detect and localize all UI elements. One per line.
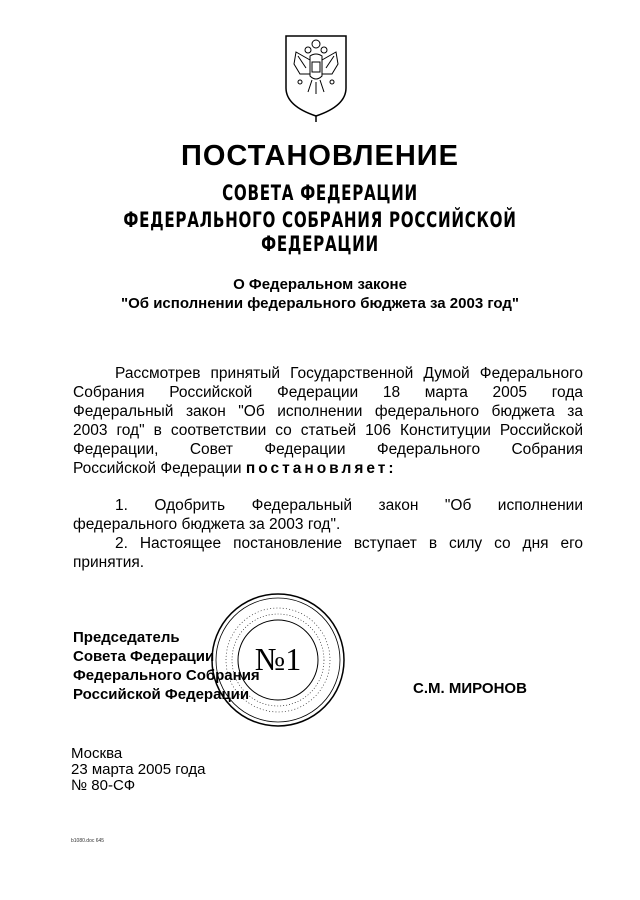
body-paragraph-3 xyxy=(73,534,583,572)
body-line-last xyxy=(73,459,583,478)
signatory-line: Российской Федерации xyxy=(73,686,250,703)
date: 23 марта 2005 года xyxy=(71,761,206,778)
body-line: 1. Одобрить Федеральный закон "Об исполнении xyxy=(115,497,583,514)
body-line: 2. Настоящее постановление вступает в силу со дня его xyxy=(115,535,583,552)
body-line: Федерации, Совет Федерации Федерального Собрания xyxy=(73,441,583,458)
subject-line-1: О Федеральном законе xyxy=(233,276,407,293)
body-line: 2003 год" в соответствии со статьей 106 Конституции Российской xyxy=(73,422,583,439)
resolution-word: постановляет: xyxy=(245,460,397,477)
body-line: Рассмотрев принятый Государственной Думой Федерального xyxy=(115,365,583,382)
body-line: принятия. xyxy=(73,554,145,571)
signatory-line: Председатель xyxy=(73,629,180,646)
signatory-line: Федерального Собрания xyxy=(73,667,260,684)
signatory-position xyxy=(73,628,260,704)
city: Москва xyxy=(71,745,123,762)
place-date-block xyxy=(71,746,206,794)
issuer-line-2: ФЕДЕРАЛЬНОГО СОБРАНИЯ РОССИЙСКОЙ ФЕДЕРАЦИИ xyxy=(123,208,517,256)
document-number: № 80-СФ xyxy=(71,777,136,794)
document-title: ПОСТАНОВЛЕНИЕ xyxy=(181,140,459,172)
seal-number: №1 xyxy=(254,641,302,677)
body-line: федерального бюджета за 2003 год". xyxy=(73,516,341,533)
body-paragraph-1 xyxy=(73,364,583,478)
coat-of-arms-emblem xyxy=(276,30,356,122)
subject-line-2: "Об исполнении федерального бюджета за 2003 год" xyxy=(120,295,519,312)
signatory-line: Совета Федерации xyxy=(73,648,215,665)
body-paragraph-2 xyxy=(73,496,583,534)
file-code: b1080.doc 645 xyxy=(71,838,105,844)
body-text: Российской Федерации xyxy=(73,460,242,477)
issuer-line-1: СОВЕТА ФЕДЕРАЦИИ xyxy=(222,181,418,205)
body-line: Собрания Российской Федерации 18 марта 2005 года xyxy=(73,384,583,401)
signatory-name: С.М. МИРОНОВ xyxy=(413,680,527,697)
body-line: Федеральный закон "Об исполнении федерального бюджета за xyxy=(73,403,583,420)
